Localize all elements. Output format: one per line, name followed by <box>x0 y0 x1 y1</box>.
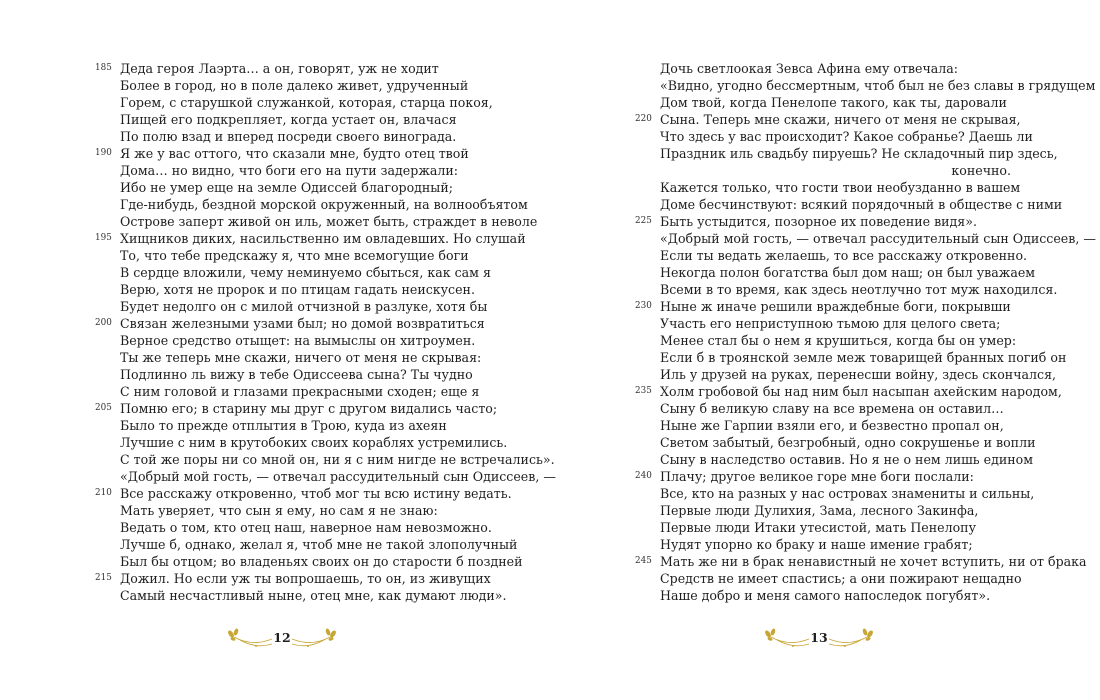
line-number: 200 <box>95 318 112 328</box>
verse-text: Нудят упорно ко браку и наше имение грабят; <box>660 537 973 552</box>
verse-text: «Добрый мой гость, — отвечал рассудительный сын Одиссеев, — <box>120 469 556 484</box>
verse-line <box>95 451 555 468</box>
verse-text: С ним головой и глазами прекрасными сходен; еще я <box>120 384 480 399</box>
verse-line <box>635 468 1035 485</box>
verse-line <box>635 162 1035 179</box>
verse-line <box>635 230 1096 247</box>
verse-line <box>635 400 1035 417</box>
verse-text: Праздник иль свадьбу пируешь? Не складочный пир здесь, <box>660 146 1058 161</box>
verse-text: Если ты ведать желаешь, то все расскажу откровенно. <box>660 248 1028 263</box>
verse-line <box>635 281 1058 298</box>
verse-text: Первые люди Дулихия, Зама, лесного Закинфа, <box>660 503 979 518</box>
verse-text: Если б в троянской земле меж товарищей бранных погиб он <box>660 350 1067 365</box>
verse-text: Самый несчастливый ныне, отец мне, как думают люди». <box>120 588 507 603</box>
verse-line <box>635 417 1035 434</box>
verse-line <box>95 145 495 162</box>
verse-text: С той же поры ни со мной он, ни я с ним нигде не встречались». <box>120 452 555 467</box>
verse-text: Пищей его подкрепляет, когда устает он, влачася <box>120 112 457 127</box>
verse-text: Доме бесчинствуют: всякий порядочный в обществе с ними <box>660 197 1063 212</box>
verse-text: Кажется только, что гости твои необузданно в вашем <box>660 180 1021 195</box>
verse-line <box>635 553 1087 570</box>
verse-line <box>95 519 495 536</box>
verse-line <box>95 298 495 315</box>
verse-line <box>635 485 1035 502</box>
verse-line <box>95 315 495 332</box>
verse-line <box>635 111 1035 128</box>
verse-line <box>635 145 1058 162</box>
verse-line <box>95 77 495 94</box>
verse-text: Подлинно ль вижу в тебе Одиссеева сына? Ты чудно <box>120 367 473 382</box>
page-number: 13 <box>810 630 828 645</box>
verse-text: Средств не имеет спастись; а они пожирают нещадно <box>660 571 1022 586</box>
verse-line <box>635 502 1035 519</box>
left-page-text <box>95 60 556 604</box>
verse-text: Более в город, но в поле далеко живет, удрученный <box>120 78 469 93</box>
verse-line <box>95 162 495 179</box>
verse-text: Мать же ни в брак ненавистный не хочет вступить, ни от брака <box>660 554 1087 569</box>
verse-line <box>95 264 495 281</box>
verse-text: Хищников диких, насильственно им овладевших. Но слушай <box>120 231 526 246</box>
verse-line <box>635 298 1035 315</box>
verse-line <box>635 366 1057 383</box>
verse-line <box>95 111 495 128</box>
folio-left <box>222 627 342 651</box>
verse-line <box>95 281 495 298</box>
verse-line <box>635 128 1035 145</box>
verse-line <box>95 468 556 485</box>
verse-line <box>635 60 1035 77</box>
verse-text: «Добрый мой гость, — отвечал рассудительный сын Одиссеев, — <box>660 231 1096 246</box>
verse-line <box>95 247 495 264</box>
verse-text: конечно. <box>951 163 1011 178</box>
right-page-text <box>635 60 1096 604</box>
verse-text: Всеми в то время, как здесь неотлучно тот муж находился. <box>660 282 1058 297</box>
verse-line <box>635 383 1062 400</box>
verse-text: Дома… но видно, что боги его на пути задержали: <box>120 163 459 178</box>
folio-right <box>759 627 879 651</box>
verse-line <box>635 519 1035 536</box>
line-number: 195 <box>95 233 112 243</box>
verse-line <box>635 349 1067 366</box>
verse-text: Лучше б, однако, желал я, чтоб мне не такой злополучный <box>120 537 518 552</box>
verse-line <box>635 264 1035 281</box>
verse-text: Менее стал бы о нем я крушиться, когда бы он умер: <box>660 333 1017 348</box>
verse-text: Мать уверяет, что сын я ему, но сам я не знаю: <box>120 503 438 518</box>
verse-line <box>635 587 1035 604</box>
verse-text: Некогда полон богатства был дом наш; он был уважаем <box>660 265 1036 280</box>
verse-text: Участь его неприступною тьмою для целого света; <box>660 316 1001 331</box>
verse-text: Ведать о том, кто отец наш, наверное нам невозможно. <box>120 520 492 535</box>
verse-line <box>95 400 498 417</box>
verse-text: Быть устыдится, позорное их поведение видя». <box>660 214 977 229</box>
verse-line <box>95 485 512 502</box>
line-number: 210 <box>95 488 112 498</box>
line-number: 230 <box>635 301 652 311</box>
verse-text: Верю, хотя не пророк и по птицам гадать неискусен. <box>120 282 475 297</box>
line-number: 235 <box>635 386 652 396</box>
verse-line <box>635 451 1035 468</box>
verse-line <box>635 179 1035 196</box>
verse-line <box>95 179 495 196</box>
verse-text: Что здесь у вас происходит? Какое собранье? Даешь ли <box>660 129 1033 144</box>
verse-text: Где-нибудь, бездной морской окруженный, на волнообъятом <box>120 197 528 212</box>
verse-text: Все расскажу откровенно, чтоб мог ты всю истину ведать. <box>120 486 512 501</box>
verse-line <box>95 128 495 145</box>
verse-line <box>95 502 495 519</box>
line-number: 240 <box>635 471 652 481</box>
verse-text: В сердце вложили, чему неминуемо сбыться, как сам я <box>120 265 491 280</box>
verse-text: Связан железными узами был; но домой возвратиться <box>120 316 485 331</box>
verse-text: Первые люди Итаки утесистой, мать Пенелопу <box>660 520 976 535</box>
verse-line <box>95 366 495 383</box>
verse-line <box>635 196 1063 213</box>
verse-line <box>635 536 1035 553</box>
verse-text: Ныне ж иначе решили враждебные боги, покрывши <box>660 299 1011 314</box>
verse-line <box>95 417 495 434</box>
verse-line <box>635 315 1035 332</box>
verse-line <box>95 587 507 604</box>
verse-line <box>95 349 495 366</box>
verse-text: Наше добро и меня самого напоследок погубят». <box>660 588 991 603</box>
verse-text: Ты же теперь мне скажи, ничего от меня не скрывая: <box>120 350 482 365</box>
verse-line <box>635 247 1035 264</box>
verse-text: Деда героя Лаэрта… а он, говорят, уж не ходит <box>120 61 439 76</box>
verse-line <box>635 332 1035 349</box>
line-number: 245 <box>635 556 652 566</box>
verse-text: Помню его; в старину мы друг с другом видались часто; <box>120 401 498 416</box>
verse-line <box>95 94 495 111</box>
verse-text: Было то прежде отплытия в Трою, куда из ахеян <box>120 418 447 433</box>
verse-text: Сыну б великую славу на все времена он оставил… <box>660 401 1004 416</box>
verse-line <box>95 60 495 77</box>
verse-line <box>95 553 523 570</box>
verse-line <box>635 77 1096 94</box>
verse-text: Верное средство отыщет: на вымыслы он хитроумен. <box>120 333 476 348</box>
line-number: 190 <box>95 148 112 158</box>
verse-text: Острове заперт живой он иль, может быть, страждет в неволе <box>120 214 538 229</box>
verse-text: «Видно, угодно бессмертным, чтоб был не без славы в грядущем <box>660 78 1096 93</box>
verse-text: Будет недолго он с милой отчизной в разлуке, хотя бы <box>120 299 488 314</box>
verse-line <box>95 213 538 230</box>
verse-text: По полю взад и вперед посреди своего винограда. <box>120 129 457 144</box>
verse-text: Ныне же Гарпии взяли его, и безвестно пропал он, <box>660 418 1004 433</box>
verse-text: Дочь светлоокая Зевса Афина ему отвечала: <box>660 61 959 76</box>
verse-text: Был бы отцом; во владеньях своих он до старости б поздней <box>120 554 523 569</box>
verse-text: Лучшие с ним в крутобоких своих кораблях устремились. <box>120 435 508 450</box>
verse-line <box>635 570 1035 587</box>
verse-text: Дом твой, когда Пенелопе такого, как ты, даровали <box>660 95 1007 110</box>
line-number: 215 <box>95 573 112 583</box>
verse-text: Плачу; другое великое горе мне боги послали: <box>660 469 974 484</box>
verse-text: Холм гробовой бы над ним был насыпан ахейским народом, <box>660 384 1062 399</box>
verse-text: Сына. Теперь мне скажи, ничего от меня не скрывая, <box>660 112 1021 127</box>
verse-text: Все, кто на разных у нас островах знамениты и сильны, <box>660 486 1035 501</box>
verse-line <box>95 536 518 553</box>
verse-line <box>95 196 528 213</box>
line-number: 220 <box>635 114 652 124</box>
verse-text: Горем, с старушкой служанкой, которая, старца покоя, <box>120 95 493 110</box>
verse-text: Сыну в наследство оставив. Но я не о нем лишь едином <box>660 452 1034 467</box>
line-number: 205 <box>95 403 112 413</box>
verse-line <box>635 213 1035 230</box>
verse-line <box>95 434 508 451</box>
verse-line <box>95 230 526 247</box>
line-number: 185 <box>95 63 112 73</box>
verse-text: Иль у друзей на руках, перенесши войну, здесь скончался, <box>660 367 1057 382</box>
verse-line <box>95 383 495 400</box>
verse-line <box>95 332 495 349</box>
verse-text: Дожил. Но если уж ты вопрошаешь, то он, из живущих <box>120 571 491 586</box>
verse-line <box>95 570 495 587</box>
verse-text: То, что тебе предскажу я, что мне всемогущие боги <box>120 248 469 263</box>
verse-text: Светом забытый, безгробный, одно сокрушенье и вопли <box>660 435 1036 450</box>
verse-text: Ибо не умер еще на земле Одиссей благородный; <box>120 180 453 195</box>
line-number: 225 <box>635 216 652 226</box>
verse-text: Я же у вас оттого, что сказали мне, будто отец твой <box>120 146 469 161</box>
verse-line <box>635 94 1035 111</box>
page-number: 12 <box>273 630 291 645</box>
verse-line <box>635 434 1035 451</box>
